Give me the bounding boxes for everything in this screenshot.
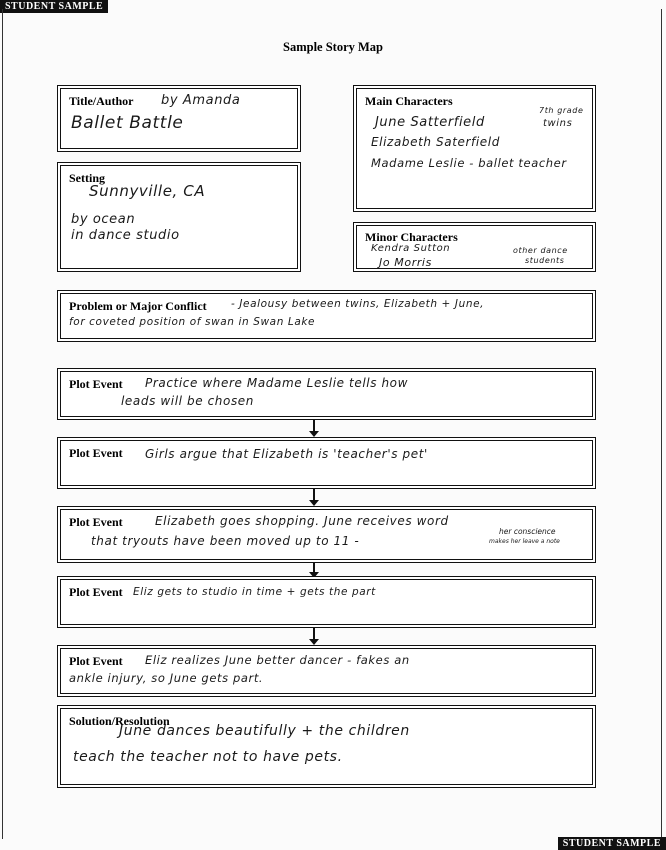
title-author-label: Title/Author [69,94,134,108]
resolution-line-1: June dances beautifully + the children [119,723,410,739]
plot-event-label-4: Plot Event [69,585,123,599]
plot-event-box-1 [57,368,596,420]
plot-event-label-2: Plot Event [69,446,123,460]
story-title-handwriting: Ballet Battle [71,113,184,133]
plot-event-box-2 [57,437,596,489]
plot-event-2-line-1: Girls argue that Elizabeth is 'teacher's pet' [145,447,428,461]
main-character-3: Madame Leslie - ballet teacher [371,156,567,170]
setting-line-3: in dance studio [71,228,180,243]
plot-event-label-3: Plot Event [69,515,123,529]
setting-line-2: by ocean [71,212,136,227]
student-sample-badge-top: STUDENT SAMPLE [0,0,108,13]
minor-character-1: Kendra Sutton [371,243,451,254]
main-character-2: Elizabeth Saterfield [371,135,500,149]
setting-box [57,162,301,272]
setting-label: Setting [69,171,105,185]
plot-event-3-line-1: Elizabeth goes shopping. June receives word [155,514,449,528]
plot-event-5-line-1: Eliz realizes June better dancer - fakes an [145,653,410,667]
plot-event-label-1: Plot Event [69,377,123,391]
resolution-box [57,705,596,788]
plot-event-box-4 [57,576,596,628]
main-character-1-note2: twins [543,118,573,129]
main-character-1: June Satterfield [375,115,485,130]
plot-event-box-3 [57,506,596,563]
conflict-line-1: - Jealousy between twins, Elizabeth + June, [231,298,485,310]
plot-event-1-line-1: Practice where Madame Leslie tells how [145,376,409,390]
minor-characters-note-2: students [525,256,565,265]
plot-event-3-note-1: her conscience [499,527,556,536]
plot-event-box-5 [57,645,596,697]
main-character-1-note: 7th grade [539,106,584,115]
plot-event-label-5: Plot Event [69,654,123,668]
minor-character-2: Jo Morris [379,256,432,269]
conflict-label: Problem or Major Conflict [69,299,207,313]
author-handwriting: by Amanda [161,93,241,108]
main-characters-label: Main Characters [365,94,453,108]
minor-characters-label: Minor Characters [365,230,458,244]
minor-characters-note-1: other dance [513,246,568,255]
resolution-label: Solution/Resolution [69,714,170,728]
page-title: Sample Story Map [283,40,383,54]
main-characters-box [353,85,596,212]
student-sample-badge-bottom: STUDENT SAMPLE [558,837,666,850]
plot-event-1-line-2: leads will be chosen [121,394,254,408]
setting-line-1: Sunnyville, CA [89,182,206,200]
plot-event-5-line-2: ankle injury, so June gets part. [69,671,264,685]
plot-event-4-line-1: Eliz gets to studio in time + gets the part [133,586,376,598]
title-author-box [57,85,301,152]
plot-event-3-note-2: makes her leave a note [489,538,560,545]
resolution-line-2: teach the teacher not to have pets. [73,749,343,765]
plot-event-3-line-2: that tryouts have been moved up to 11 - [91,534,360,548]
minor-characters-box [353,222,596,272]
conflict-line-2: for coveted position of swan in Swan Lake [69,316,316,328]
conflict-box [57,290,596,342]
